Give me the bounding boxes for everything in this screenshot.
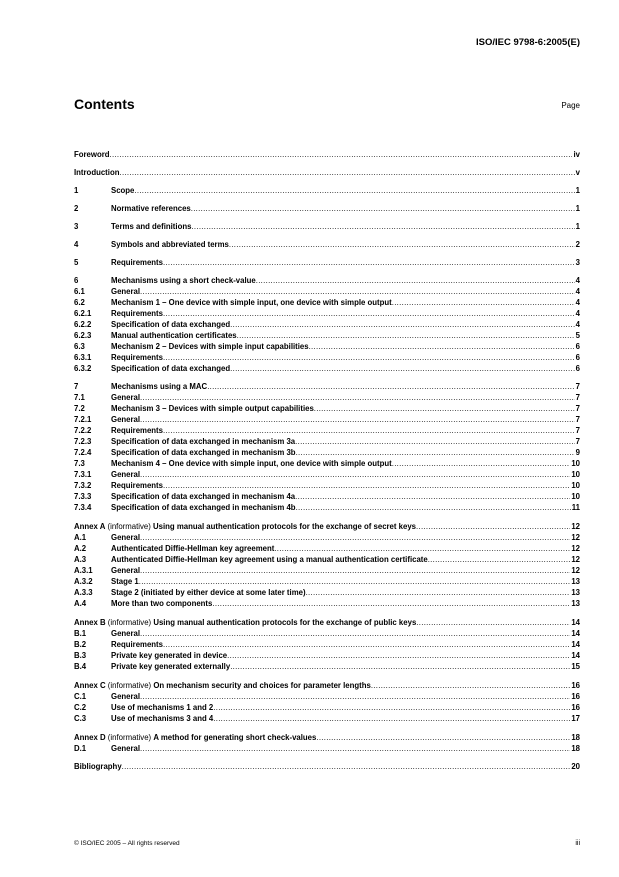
toc-entry-number: C.3 — [74, 714, 87, 723]
toc-entry-title: Mechanism 3 – Devices with simple output capabilities — [111, 404, 314, 413]
toc-entry-number: 7.2.2 — [74, 426, 92, 435]
toc-entry-title: Foreword — [74, 150, 110, 159]
toc-entry[interactable] — [74, 491, 580, 502]
annex-label: Annex D — [74, 733, 106, 742]
annex-label: Annex B — [74, 618, 106, 627]
toc-entry-page: 14 — [571, 618, 580, 627]
contents-title: Contents — [74, 96, 135, 112]
dot-leader — [140, 286, 575, 297]
dot-leader — [140, 392, 575, 403]
toc-entry[interactable] — [74, 565, 580, 576]
toc-entry-number: A.1 — [74, 533, 87, 542]
annex-label: Annex C — [74, 681, 106, 690]
toc-entry-number: A.4 — [74, 599, 87, 608]
toc-entry[interactable] — [74, 587, 580, 598]
dot-leader — [309, 341, 575, 352]
annex-note: (informative) — [105, 733, 154, 742]
toc-entry-title: Stage 1 — [111, 577, 139, 586]
annex-title: On mechanism security and choices for parameter lengths — [153, 681, 371, 690]
toc-entry-page: 7 — [575, 426, 580, 435]
dot-leader — [119, 167, 574, 178]
toc-entry-number: B.3 — [74, 651, 87, 660]
toc-entry-number: 6.2.1 — [74, 309, 92, 318]
toc-entry-page: 4 — [575, 320, 580, 329]
annex-note: (informative) — [105, 681, 154, 690]
toc-entry-title: More than two components — [111, 599, 213, 608]
dot-leader — [122, 761, 571, 772]
toc-entry[interactable] — [74, 617, 580, 628]
toc-entry-title — [74, 617, 416, 628]
toc-entry[interactable] — [74, 458, 580, 469]
toc-entry-page: 12 — [571, 533, 580, 542]
toc-entry-title: General — [111, 393, 141, 402]
toc-entry-page: 14 — [571, 629, 580, 638]
dot-leader — [134, 185, 574, 196]
toc-entry-page: 1 — [575, 222, 580, 231]
toc-entry-page: 5 — [575, 331, 580, 340]
toc-entry-page: 12 — [571, 566, 580, 575]
dot-leader — [212, 598, 570, 609]
toc-entry-title: General — [111, 533, 141, 542]
toc-entry-page: 16 — [571, 703, 580, 712]
toc-entry[interactable] — [74, 352, 580, 363]
toc-entry[interactable] — [74, 414, 580, 425]
toc-entry[interactable] — [74, 469, 580, 480]
toc-entry-title — [74, 521, 416, 532]
toc-entry[interactable] — [74, 403, 580, 414]
toc-entry-number: A.3.1 — [74, 566, 93, 575]
toc-entry-page: 10 — [571, 481, 580, 490]
toc-entry-page: 1 — [575, 204, 580, 213]
dot-leader — [296, 447, 575, 458]
toc-entry-page: 4 — [575, 298, 580, 307]
toc-entry[interactable] — [74, 732, 580, 743]
toc-entry-number: 6.1 — [74, 287, 85, 296]
toc-entry-title: Private key generated in device — [111, 651, 228, 660]
toc-entry-number: 7.3 — [74, 459, 85, 468]
toc-entry-page: 13 — [571, 588, 580, 597]
toc-entry-title: Terms and definitions — [111, 222, 192, 231]
toc-entry[interactable] — [74, 639, 580, 650]
toc-entry[interactable] — [74, 532, 580, 543]
toc-entry-page: 4 — [575, 309, 580, 318]
dot-leader — [316, 732, 570, 743]
toc-entry-title: Authenticated Diffie-Hellman key agreement — [111, 544, 275, 553]
toc-entry-page: 14 — [571, 651, 580, 660]
dot-leader — [392, 458, 571, 469]
toc-entry-page: 13 — [571, 577, 580, 586]
toc-entry-title: Manual authentication certificates — [111, 331, 237, 340]
toc-entry-number: 2 — [74, 204, 79, 213]
toc-entry-number: A.2 — [74, 544, 87, 553]
toc-entry-title — [74, 680, 371, 691]
page-column-label: Page — [561, 101, 580, 110]
toc-entry[interactable] — [74, 576, 580, 587]
dot-leader — [314, 403, 575, 414]
dot-leader — [163, 257, 575, 268]
toc-entry-number: B.4 — [74, 662, 87, 671]
annex-title: A method for generating short check-values — [153, 733, 317, 742]
toc-entry-number: 6.2.3 — [74, 331, 92, 340]
toc-entry-page: 12 — [571, 544, 580, 553]
toc-entry-title: Mechanism 2 – Devices with simple input capabilities — [111, 342, 309, 351]
toc-entry[interactable] — [74, 661, 580, 672]
toc-entry[interactable] — [74, 185, 580, 196]
toc-entry-title: Specification of data exchanged in mechanism 3a — [111, 437, 296, 446]
dot-leader — [230, 661, 570, 672]
toc-entry-title: Normative references — [111, 204, 191, 213]
toc-entry-number: 6.3 — [74, 342, 85, 351]
toc-entry-number: 7.2.4 — [74, 448, 92, 457]
toc-entry[interactable] — [74, 628, 580, 639]
dot-leader — [191, 203, 575, 214]
dot-leader — [110, 149, 573, 160]
toc-entry-page: 1 — [575, 186, 580, 195]
toc-entry-number: 1 — [74, 186, 79, 195]
toc-entry-title: General — [111, 470, 141, 479]
toc-entry-title: Requirements — [111, 258, 163, 267]
toc-entry-page: 12 — [571, 555, 580, 564]
toc-entry-page: 7 — [575, 393, 580, 402]
toc-entry-page: 12 — [571, 522, 580, 531]
annex-note: (informative) — [105, 522, 154, 531]
toc-entry-number: C.1 — [74, 692, 87, 701]
toc-entry-title: Use of mechanisms 1 and 2 — [111, 703, 214, 712]
toc-entry[interactable] — [74, 650, 580, 661]
toc-entry-title: Specification of data exchanged — [111, 320, 231, 329]
toc-entry-number: 6.2.2 — [74, 320, 92, 329]
toc-entry-number: 7.2 — [74, 404, 85, 413]
toc-entry-number: 6.2 — [74, 298, 85, 307]
toc-entry-page: 16 — [571, 692, 580, 701]
dot-leader — [163, 352, 575, 363]
toc-entry-title: General — [111, 287, 141, 296]
toc-entry-page: 7 — [575, 437, 580, 446]
toc-entry-number: 5 — [74, 258, 79, 267]
dot-leader — [213, 713, 570, 724]
toc-entry-title: Requirements — [111, 309, 163, 318]
toc-entry[interactable] — [74, 297, 580, 308]
dot-leader — [256, 275, 575, 286]
dot-leader — [371, 680, 570, 691]
dot-leader — [295, 491, 570, 502]
toc-entry[interactable] — [74, 149, 580, 160]
toc-entry-title: General — [111, 629, 141, 638]
dot-leader — [227, 650, 570, 661]
toc-entry-title: Mechanisms using a MAC — [111, 382, 208, 391]
toc-entry[interactable] — [74, 761, 580, 772]
annex-title: Using manual authentication protocols for the exchange of secret keys — [153, 522, 417, 531]
toc-entry-number: 7.3.4 — [74, 503, 92, 512]
toc-entry-page: 20 — [571, 762, 580, 771]
toc-entry[interactable] — [74, 447, 580, 458]
toc-entry-page: v — [575, 168, 580, 177]
toc-entry-title: Mechanism 1 – One device with simple input, one device with simple output — [111, 298, 392, 307]
toc-entry-title: General — [111, 692, 141, 701]
annex-note: (informative) — [105, 618, 154, 627]
toc-entry[interactable] — [74, 381, 580, 392]
toc-entry-number: A.3.3 — [74, 588, 93, 597]
toc-entry-page: 18 — [571, 744, 580, 753]
toc-entry-title: Specification of data exchanged in mechanism 3b — [111, 448, 296, 457]
toc-entry-number: B.1 — [74, 629, 87, 638]
toc-entry-number: 7.3.3 — [74, 492, 92, 501]
toc-entry-page: 13 — [571, 599, 580, 608]
dot-leader — [191, 221, 574, 232]
toc-entry-number: 6.3.1 — [74, 353, 92, 362]
toc-entry[interactable] — [74, 713, 580, 724]
toc-entry-page: 18 — [571, 733, 580, 742]
dot-leader — [163, 639, 570, 650]
dot-leader — [296, 502, 571, 513]
toc-entry[interactable] — [74, 330, 580, 341]
toc-entry-page: 9 — [575, 448, 580, 457]
dot-leader — [230, 363, 575, 374]
document-id: ISO/IEC 9798-6:2005(E) — [475, 37, 580, 48]
dot-leader — [229, 239, 575, 250]
page-number: iii — [575, 840, 580, 847]
dot-leader — [428, 554, 571, 565]
toc-entry-page: 6 — [575, 364, 580, 373]
toc-entry-page: 6 — [575, 342, 580, 351]
toc-entry[interactable] — [74, 308, 580, 319]
toc-entry-title: Mechanism 4 – One device with simple input, one device with simple output — [111, 459, 392, 468]
toc-entry-title: General — [111, 744, 141, 753]
toc-entry-number: 7.2.3 — [74, 437, 92, 446]
annex-label: Annex A — [74, 522, 106, 531]
toc-entry[interactable] — [74, 425, 580, 436]
toc-entry-page: 16 — [571, 681, 580, 690]
toc-entry-title: Bibliography — [74, 762, 122, 771]
dot-leader — [140, 532, 570, 543]
toc-entry-page: 4 — [575, 287, 580, 296]
dot-leader — [163, 480, 570, 491]
dot-leader — [140, 565, 570, 576]
toc-entry-number: 3 — [74, 222, 79, 231]
toc-entry-page: 17 — [571, 714, 580, 723]
toc-entry-title — [74, 732, 316, 743]
toc-entry-page: 10 — [571, 470, 580, 479]
toc-entry-page: 7 — [575, 382, 580, 391]
toc-entry-number: D.1 — [74, 744, 87, 753]
toc-entry-title: Requirements — [111, 640, 163, 649]
toc-entry-number: 6.3.2 — [74, 364, 92, 373]
toc-entry-page: 6 — [575, 353, 580, 362]
toc-entry-page: 7 — [575, 415, 580, 424]
toc-entry-page: iv — [573, 150, 580, 159]
toc-entry[interactable] — [74, 436, 580, 447]
toc-entry-title: Authenticated Diffie-Hellman key agreement using a manual authentication certificate — [111, 555, 428, 564]
toc-entry-number: 4 — [74, 240, 79, 249]
toc-entry[interactable] — [74, 341, 580, 352]
dot-leader — [163, 308, 575, 319]
toc-entry-page: 11 — [571, 503, 580, 512]
toc-entry[interactable] — [74, 598, 580, 609]
dot-leader — [392, 297, 575, 308]
dot-leader — [274, 543, 570, 554]
toc-entry[interactable] — [74, 680, 580, 691]
dot-leader — [140, 469, 570, 480]
toc-entry-number: 7.2.1 — [74, 415, 92, 424]
toc-entry-number: A.3 — [74, 555, 87, 564]
toc-entry[interactable] — [74, 286, 580, 297]
toc-entry[interactable] — [74, 363, 580, 374]
toc-entry-title: Mechanisms using a short check-value — [111, 276, 256, 285]
toc-entry-page: 2 — [575, 240, 580, 249]
toc-entry[interactable] — [74, 702, 580, 713]
toc-entry-title: Specification of data exchanged in mechanism 4b — [111, 503, 296, 512]
toc-entry-page: 4 — [575, 276, 580, 285]
toc-entry[interactable] — [74, 257, 580, 268]
toc-entry[interactable] — [74, 554, 580, 565]
toc-entry-number: C.2 — [74, 703, 87, 712]
toc-entry-number: 7 — [74, 382, 79, 391]
toc-entry[interactable] — [74, 743, 580, 754]
toc-entry[interactable] — [74, 691, 580, 702]
toc-entry[interactable] — [74, 203, 580, 214]
toc-entry-title: Requirements — [111, 481, 163, 490]
copyright-footer: © ISO/IEC 2005 – All rights reserved — [74, 840, 180, 847]
toc-entry-number: A.3.2 — [74, 577, 93, 586]
dot-leader — [140, 743, 570, 754]
dot-leader — [230, 319, 575, 330]
toc-entry-title: Specification of data exchanged in mechanism 4a — [111, 492, 296, 501]
toc-entry-title: Private key generated externally — [111, 662, 231, 671]
toc-entry-page: 14 — [571, 640, 580, 649]
toc-entry-title: Requirements — [111, 353, 163, 362]
toc-entry[interactable] — [74, 480, 580, 491]
toc-entry-page: 7 — [575, 404, 580, 413]
dot-leader — [306, 587, 571, 598]
toc-entry-number: 6 — [74, 276, 79, 285]
dot-leader — [237, 330, 575, 341]
toc-entry[interactable] — [74, 239, 580, 250]
dot-leader — [207, 381, 574, 392]
dot-leader — [295, 436, 575, 447]
toc-entry[interactable] — [74, 319, 580, 330]
dot-leader — [213, 702, 570, 713]
dot-leader — [163, 425, 575, 436]
toc-entry-title: Introduction — [74, 168, 120, 177]
toc-entry-title: Scope — [111, 186, 135, 195]
dot-leader — [140, 414, 575, 425]
toc-entry-title: Requirements — [111, 426, 163, 435]
toc-entry[interactable] — [74, 502, 580, 513]
toc-entry[interactable] — [74, 392, 580, 403]
dot-leader — [140, 628, 570, 639]
toc-entry-title: Specification of data exchanged — [111, 364, 231, 373]
dot-leader — [140, 691, 570, 702]
toc-entry[interactable] — [74, 543, 580, 554]
toc-entry-number: 7.3.1 — [74, 470, 92, 479]
toc-entry-number: 7.1 — [74, 393, 85, 402]
toc-entry-title: Symbols and abbreviated terms — [111, 240, 229, 249]
toc-entry-number: 7.3.2 — [74, 481, 92, 490]
toc-entry-page: 10 — [571, 459, 580, 468]
toc-entry[interactable] — [74, 167, 580, 178]
dot-leader — [416, 617, 570, 628]
toc-entry-title: Use of mechanisms 3 and 4 — [111, 714, 214, 723]
dot-leader — [139, 576, 571, 587]
annex-title: Using manual authentication protocols for the exchange of public keys — [153, 618, 417, 627]
toc-entry-page: 15 — [571, 662, 580, 671]
toc-entry-title: General — [111, 415, 141, 424]
toc-entry[interactable] — [74, 521, 580, 532]
table-of-contents — [74, 149, 580, 772]
toc-entry[interactable] — [74, 275, 580, 286]
toc-entry-number: B.2 — [74, 640, 87, 649]
toc-entry-page: 10 — [571, 492, 580, 501]
dot-leader — [416, 521, 570, 532]
toc-entry-title: Stage 2 (initiated by either device at some later time) — [111, 588, 306, 597]
toc-entry-title: General — [111, 566, 141, 575]
toc-entry[interactable] — [74, 221, 580, 232]
toc-entry-page: 3 — [575, 258, 580, 267]
